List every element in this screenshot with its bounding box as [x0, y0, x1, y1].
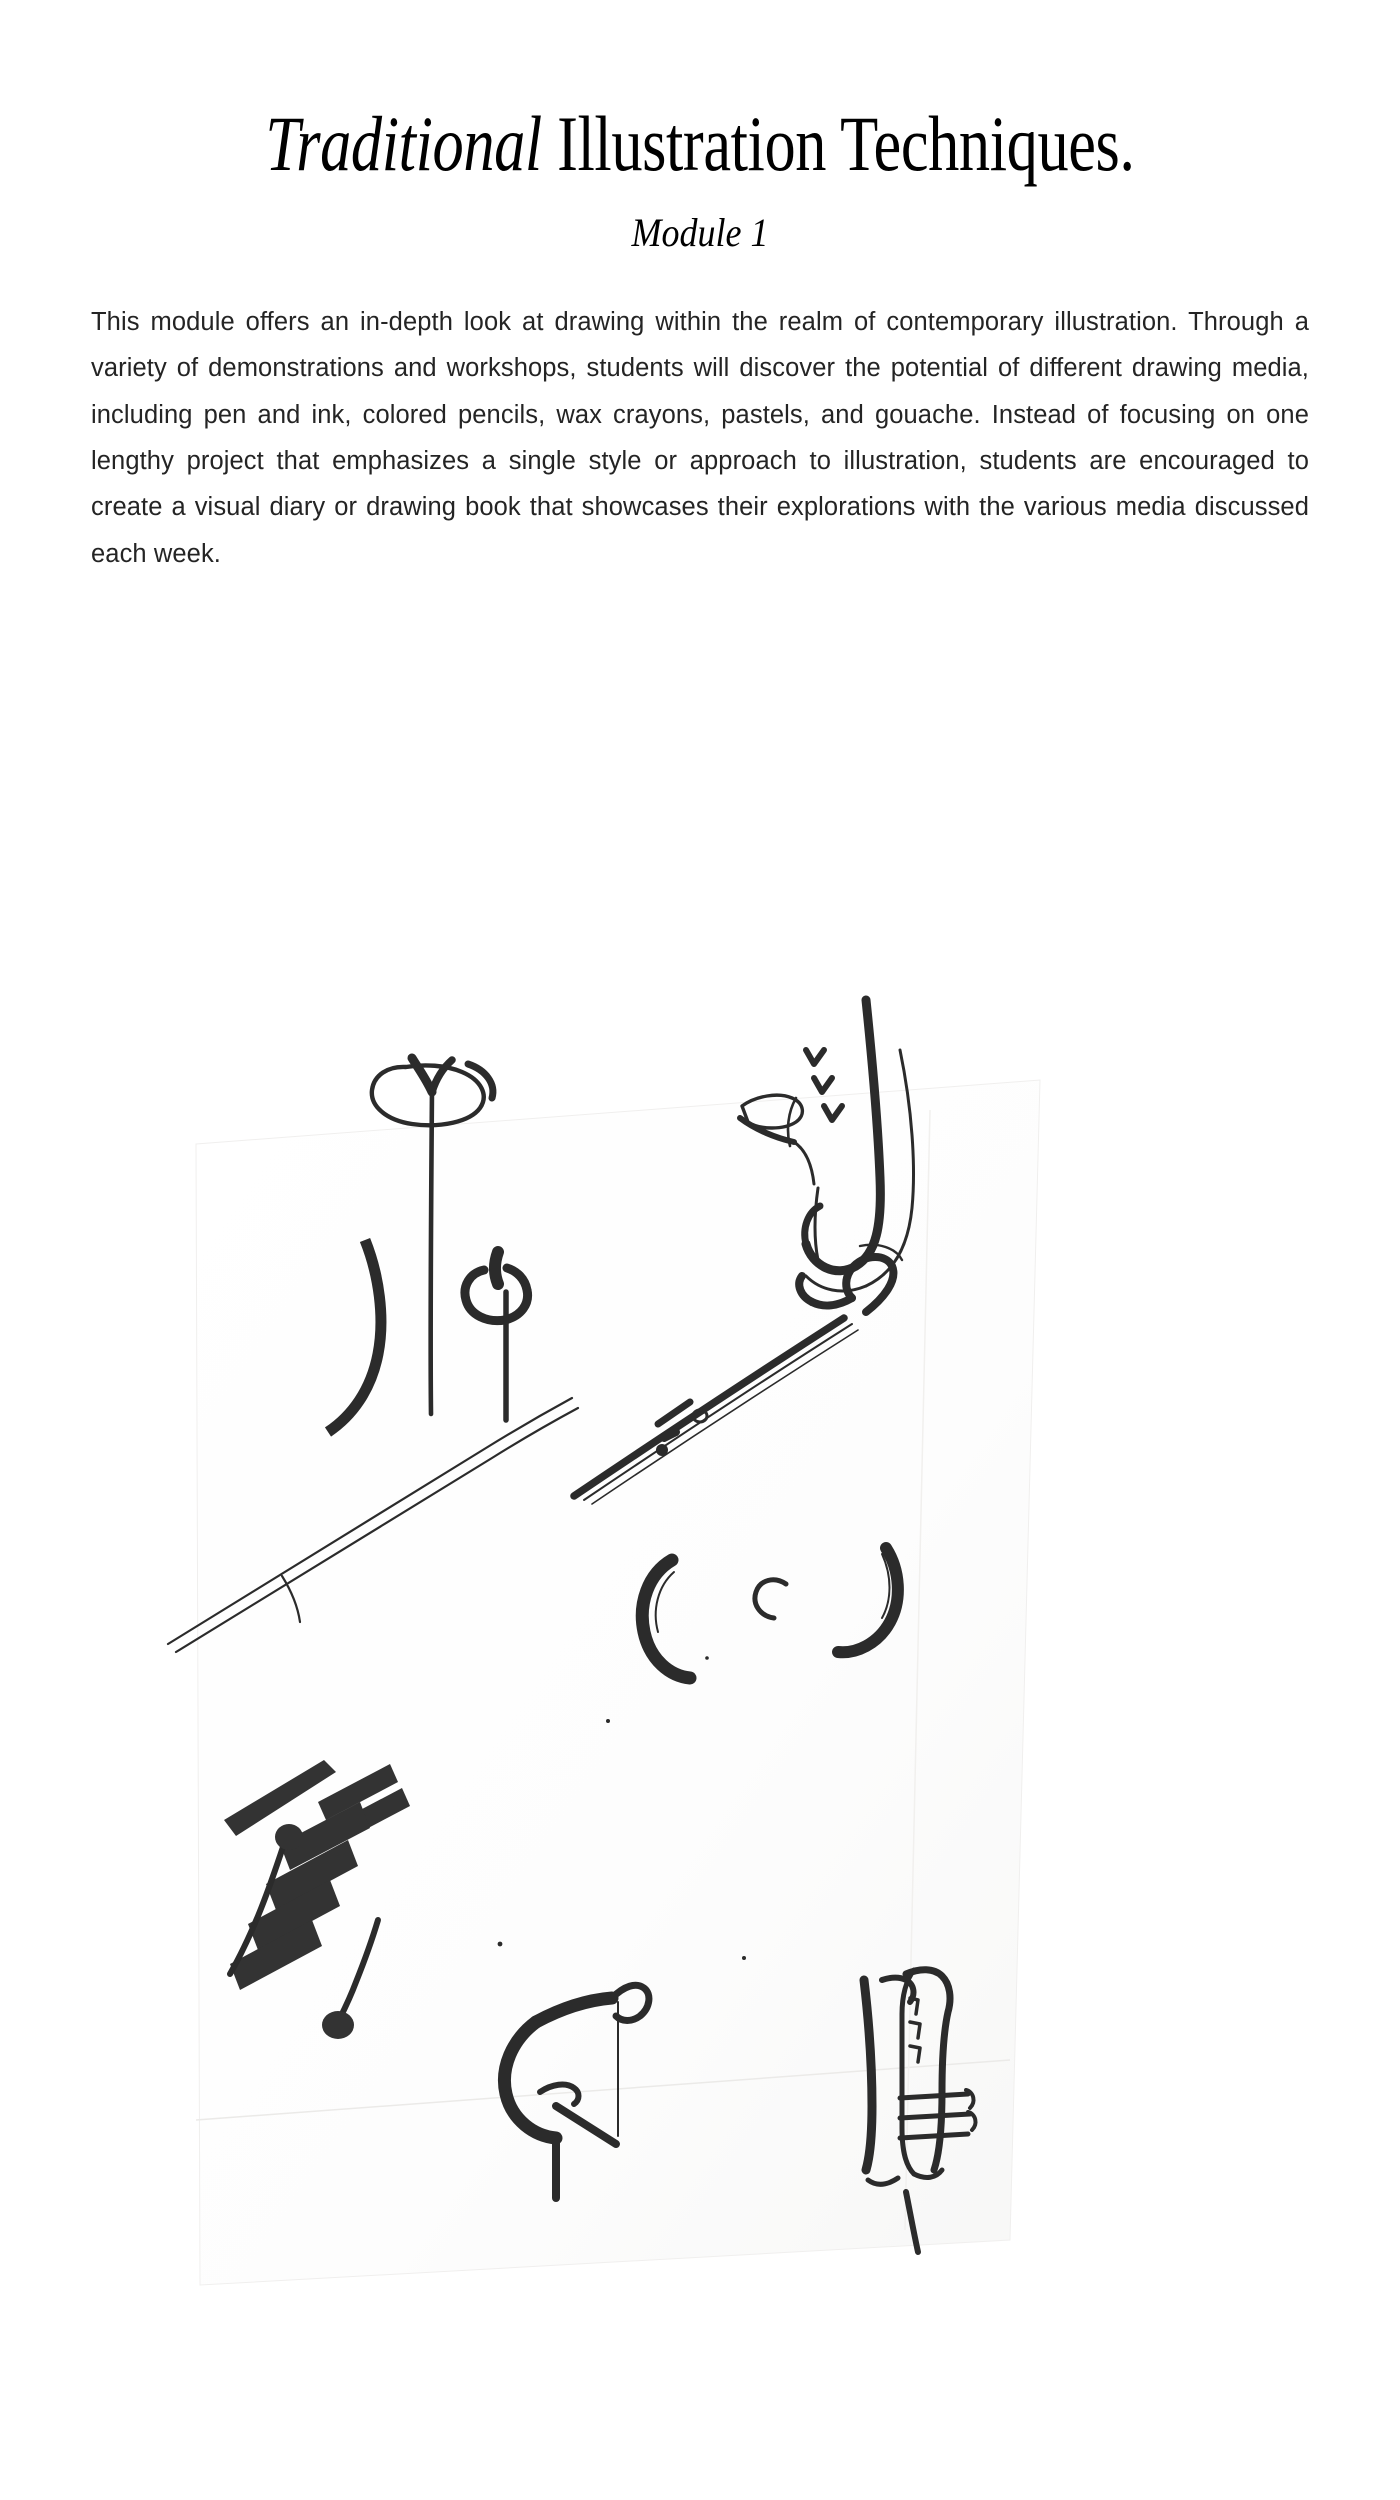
page-title-roman-part: Illustration Techniques. — [541, 100, 1135, 187]
page-title — [236, 96, 1164, 193]
page-header — [0, 0, 1400, 255]
ink-brush-instruments-drawing — [0, 940, 1400, 2460]
module-description-section — [91, 299, 1309, 577]
illustration-figure — [0, 940, 1400, 2460]
page-title-italic-part: Traditional — [265, 100, 542, 187]
page-subtitle: Module 1 — [631, 209, 769, 255]
module-description-paragraph: This module offers an in-depth look at drawing within the realm of contemporary illustration. Through a variety of demonstrations and workshops, students will discover the potential of different drawing media, including pen and ink, colored pencils, wax crayons, pastels, and gouache. Instead of focusing on one lengthy project that emphasizes a single style or approach to illustration, students are encouraged to create a visual diary or drawing book that showcases their explorations with the various media discussed each week. — [91, 307, 1309, 568]
